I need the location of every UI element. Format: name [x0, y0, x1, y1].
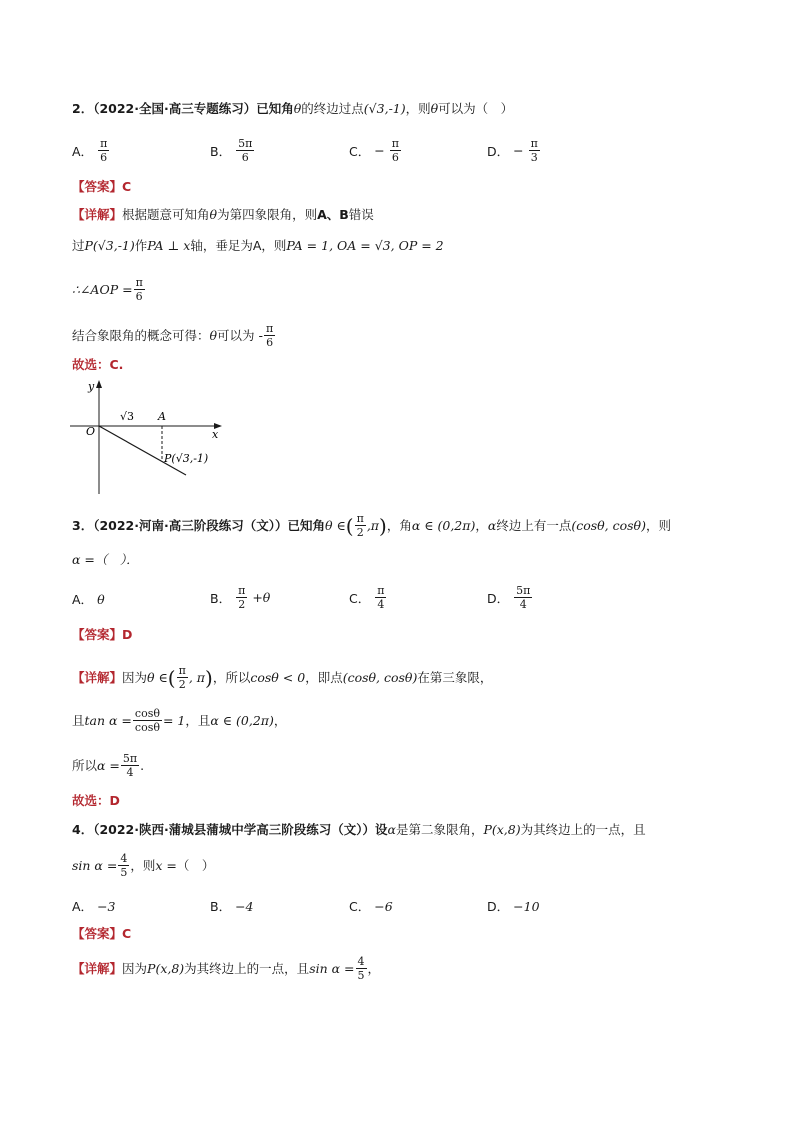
q3-detail-3: 所以 α = $\frac{5\pi}{4}$ . [72, 752, 145, 779]
q2-detail-2: 过P(√3,-1)作PA ⊥ x轴，垂足为A，则PA = 1, OA = √3, OP = 2 [72, 238, 444, 253]
q3-stem: 3．（2022·河南·高三阶段练习（文））已知角 θ ∈ ( $\frac{\pi}{2}$ ,π ) ，角 α ∈ (0,2π) ， α 终边上有一点 (cosθ, cosθ) ，则 [72, 512, 671, 539]
q3-answer: 【答案】D [72, 627, 133, 642]
sqrt3-label: √3 [120, 410, 135, 423]
q4-option-c: C． −6 [349, 898, 393, 914]
q3-choose: 故选：D [72, 793, 120, 808]
a-label: A [158, 410, 166, 423]
q4-stem-line2: sin α = $\frac{4}{5}$ ，则 x = （ ） [72, 852, 215, 879]
q3-option-b: B． $\frac{\pi}{2}$ +θ [210, 584, 271, 611]
q3-option-d: D． $\frac{5\pi}{4}$ [487, 584, 531, 611]
q3-stem-line2: α =（ ）． [72, 552, 139, 567]
y-axis-arrow-icon [96, 380, 102, 388]
q3-detail-2: 且 tan α = $\frac{\cos\theta}{\cos\theta}$ = 1 ，且 α ∈ (0,2π) ， [72, 707, 287, 734]
q2-option-a: A． $\frac{\pi}{6}$ [72, 137, 108, 164]
q2-answer: 【答案】C [72, 179, 132, 194]
q2-option-d: D． − $\frac{\pi}{3}$ [487, 137, 538, 164]
q2-detail-1: 【详解】根据题意可知角θ为第四象限角，则A、B错误 [72, 207, 374, 222]
q2-stem: 2．（2022·全国·高三专题练习）已知角θ的终边过点(√3,-1)，则θ可以为（ ） [72, 101, 514, 116]
q4-detail-1: 【详解】 因为 P(x,8) 为其终边上的一点，且 sin α = $\frac{4}{5}$ ， [72, 955, 381, 982]
x-label: x [212, 428, 219, 441]
q4-answer: 【答案】C [72, 926, 132, 941]
q2-option-b: B． $\frac{5\pi}{6}$ [210, 137, 253, 164]
q4-option-a: A． −3 [72, 898, 116, 914]
y-label: y [88, 380, 95, 393]
coordinate-figure [60, 378, 240, 496]
q3-option-a: A． θ [72, 591, 105, 607]
q4-option-b: B． −4 [210, 898, 254, 914]
q2-choose: 故选：C. [72, 357, 124, 372]
p-label: P(√3,-1) [164, 452, 209, 465]
origin-label: O [86, 425, 96, 438]
q4-stem: 4．（2022·陕西·蒲城县蒲城中学高三阶段练习（文））设α是第二象限角，P(x,8)为其终边上的一点，且 [72, 822, 646, 837]
q2-detail-4: 结合象限角的概念可得： θ 可以为 - $\frac{\pi}{6}$ [72, 322, 274, 349]
q2-detail-3: ∴∠AOP = $\frac{\pi}{6}$ [72, 276, 143, 303]
q3-detail-1: 【详解】 因为 θ ∈ ( $\frac{\pi}{2}$ , π ) ，所以 cosθ < 0 ，即点 (cosθ, cosθ) 在第三象限， [72, 664, 493, 691]
q3-option-c: C． $\frac{\pi}{4}$ [349, 584, 385, 611]
terminal-side [99, 426, 186, 475]
q2-option-c: C． − $\frac{\pi}{6}$ [349, 137, 399, 164]
q4-option-d: D． −10 [487, 898, 540, 914]
